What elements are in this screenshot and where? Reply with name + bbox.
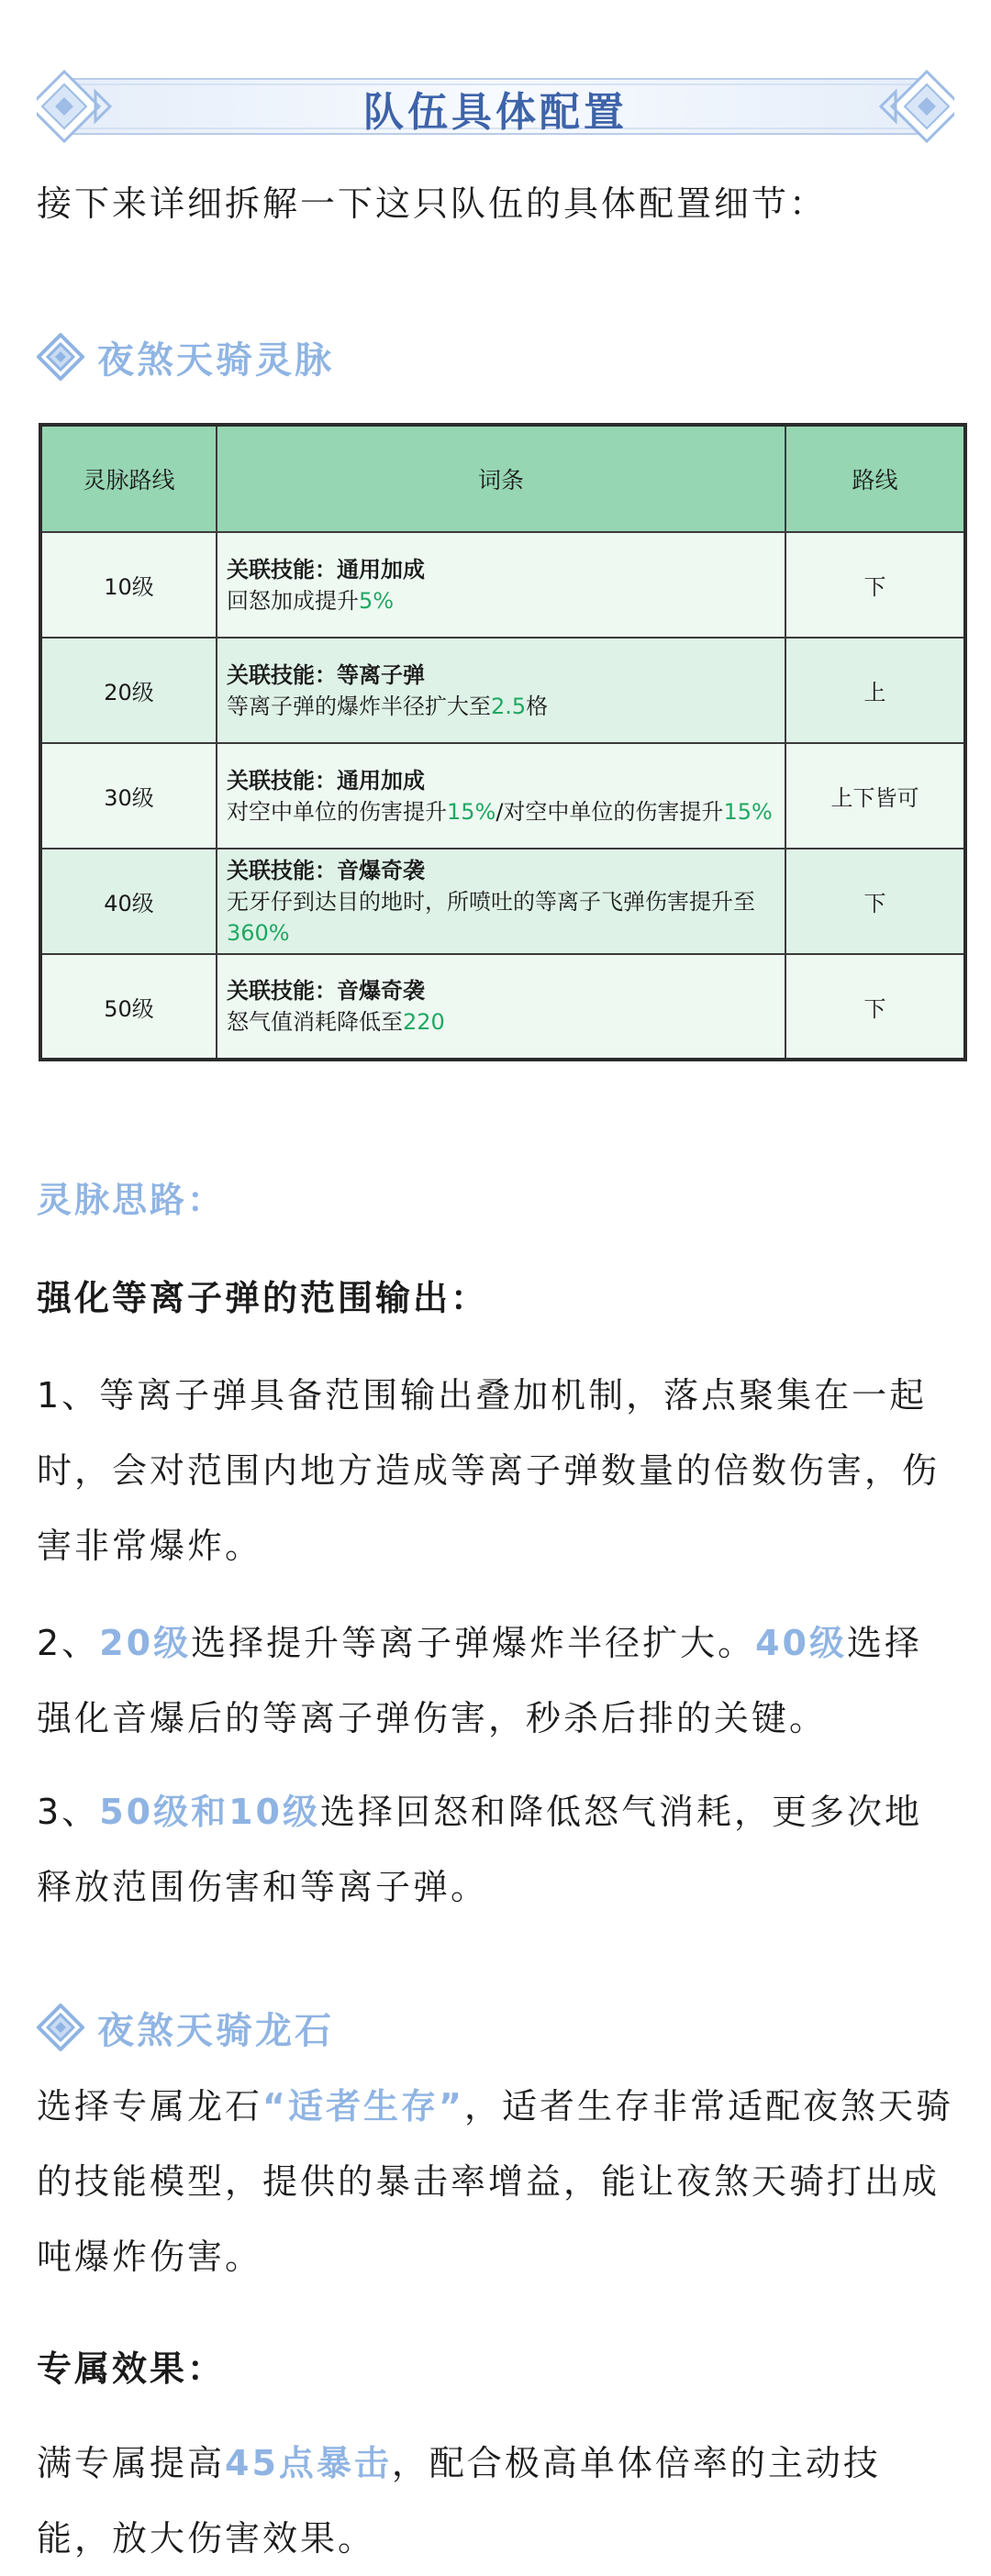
row-route: 下 bbox=[785, 532, 965, 638]
row-desc-middle: /对空中单位的伤害提升 bbox=[496, 798, 724, 825]
thinking-point-2 bbox=[37, 1605, 954, 1756]
row-desc-highlight: 220 bbox=[403, 1009, 445, 1035]
exclusive-effect-paragraph bbox=[37, 2426, 954, 2576]
row-skill: 关联技能：通用加成 bbox=[227, 767, 425, 794]
row-route: 下 bbox=[785, 954, 965, 1060]
section-heading-label: 夜煞天骑龙石 bbox=[97, 2009, 334, 2052]
longshi-text: ，适者生存非常适配夜煞天骑的技能模型，提供的暴击率增益，能让夜煞天骑打出成吨爆炸伤害。 bbox=[37, 2086, 953, 2277]
level-highlight: 50级和10级 bbox=[99, 1792, 320, 1832]
lingmai-table bbox=[39, 423, 967, 1061]
row-entry bbox=[217, 743, 785, 849]
point-text: 选择强化音爆后的等离子弹伤害，秒杀后排的关键。 bbox=[37, 1623, 922, 1738]
thinking-point-3 bbox=[37, 1774, 954, 1925]
row-level: 10级 bbox=[40, 532, 217, 638]
level-highlight: 20级 bbox=[99, 1623, 192, 1663]
row-desc-highlight: 2.5 bbox=[491, 693, 527, 719]
row-skill: 关联技能：音爆奇袭 bbox=[227, 978, 425, 1004]
exclusive-effect-heading: 专属效果： bbox=[37, 2348, 226, 2389]
row-skill: 关联技能：音爆奇袭 bbox=[227, 857, 425, 883]
row-desc-highlight-2: 15% bbox=[723, 798, 773, 825]
section-heading-label: 夜煞天骑灵脉 bbox=[97, 339, 334, 382]
table-row bbox=[40, 954, 965, 1060]
table-header-row bbox=[40, 425, 965, 532]
table-row bbox=[40, 849, 965, 954]
longshi-highlight: “适者生存” bbox=[262, 2086, 464, 2126]
longshi-text: 选择专属龙石 bbox=[37, 2086, 263, 2126]
row-skill: 关联技能：通用加成 bbox=[227, 556, 425, 583]
row-level: 40级 bbox=[40, 849, 217, 954]
row-entry bbox=[217, 954, 785, 1060]
page-title: 队伍具体配置 bbox=[363, 89, 628, 136]
ornament-diamond-icon bbox=[37, 333, 84, 381]
effect-highlight: 45点暴击 bbox=[225, 2443, 392, 2483]
thinking-subheading: 强化等离子弹的范围输出： bbox=[37, 1278, 489, 1318]
thinking-point-1: 1、等离子弹具备范围输出叠加机制，落点聚集在一起时，会对范围内地方造成等离子弹数量的倍数伤害，伤害非常爆炸。 bbox=[37, 1375, 941, 1566]
row-desc: 回怒加成提升 bbox=[227, 587, 359, 614]
row-route: 上下皆可 bbox=[785, 743, 965, 849]
row-desc-suffix: 格 bbox=[526, 693, 549, 719]
header-path: 路线 bbox=[785, 425, 965, 532]
table-row bbox=[40, 638, 965, 743]
section-heading-longshi bbox=[37, 2000, 334, 2055]
row-desc-highlight: 15% bbox=[447, 798, 496, 825]
row-desc-highlight: 360% bbox=[227, 919, 290, 946]
intro-text: 接下来详细拆解一下这只队伍的具体配置细节： bbox=[37, 183, 828, 224]
level-highlight: 40级 bbox=[755, 1623, 847, 1663]
row-level: 30级 bbox=[40, 743, 217, 849]
header-route: 灵脉路线 bbox=[40, 425, 217, 532]
row-desc-highlight: 5% bbox=[359, 587, 395, 614]
row-entry bbox=[217, 849, 785, 954]
row-level: 50级 bbox=[40, 954, 217, 1060]
table-row bbox=[40, 532, 965, 638]
header-entry: 词条 bbox=[217, 425, 785, 532]
section-heading-lingmai bbox=[37, 329, 334, 384]
point-text: 选择回怒和降低怒气消耗，更多次地释放范围伤害和等离子弹。 bbox=[37, 1792, 922, 1907]
point-number: 2、 bbox=[37, 1623, 100, 1663]
ornament-diamond-icon bbox=[37, 2004, 84, 2051]
thinking-heading: 灵脉思路： bbox=[37, 1180, 226, 1220]
effect-text: 满专属提高 bbox=[37, 2443, 226, 2483]
table-row bbox=[40, 743, 965, 849]
effect-text: ，配合极高单体倍率的主动技能，放大伤害效果。 bbox=[37, 2443, 881, 2559]
row-desc: 怒气值消耗降低至 bbox=[227, 1009, 403, 1035]
row-entry bbox=[217, 638, 785, 743]
row-route: 上 bbox=[785, 638, 965, 743]
title-banner bbox=[37, 66, 954, 147]
point-text: 选择提升等离子弹爆炸半径扩大。 bbox=[191, 1623, 756, 1663]
longshi-paragraph bbox=[37, 2069, 954, 2294]
row-entry bbox=[217, 532, 785, 638]
row-route: 下 bbox=[785, 849, 965, 954]
row-desc: 对空中单位的伤害提升 bbox=[227, 798, 447, 825]
row-desc: 等离子弹的爆炸半径扩大至 bbox=[227, 693, 491, 719]
row-skill: 关联技能：等离子弹 bbox=[227, 661, 425, 688]
row-level: 20级 bbox=[40, 638, 217, 743]
point-number: 3、 bbox=[37, 1792, 100, 1832]
row-desc: 无牙仔到达目的地时，所喷吐的等离子飞弹伤害提升至 bbox=[227, 888, 755, 915]
